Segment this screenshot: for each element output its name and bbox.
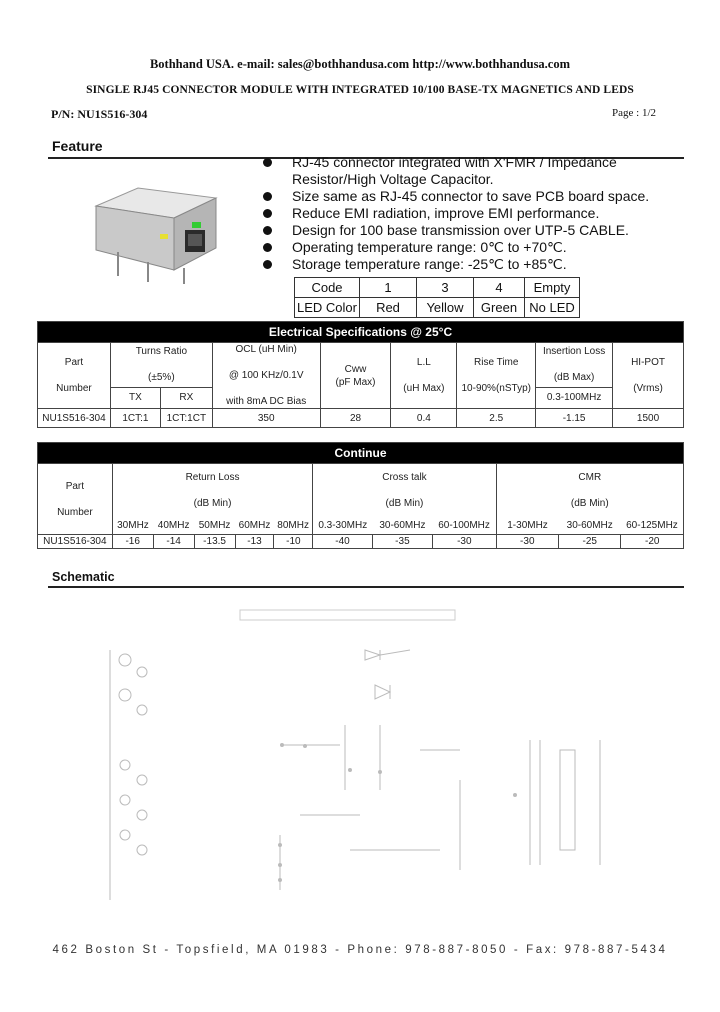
schematic-divider <box>48 586 684 588</box>
bullet-icon <box>263 158 272 167</box>
ocl-header: OCL (uH Min) @ 100 KHz/0.1V with 8mA DC Bias <box>212 343 320 409</box>
rx-header: RX <box>160 387 212 408</box>
table-cell: -35 <box>372 535 432 549</box>
hipot-header: HI-POT (Vrms) <box>613 343 684 409</box>
freq-header: 60-125MHz <box>621 517 684 535</box>
table-cell: -25 <box>559 535 621 549</box>
table-cell: 3 <box>417 278 474 298</box>
feature-heading: Feature <box>52 138 103 154</box>
schematic-heading: Schematic <box>52 570 115 584</box>
part-number-header: Part Number <box>38 343 111 409</box>
table-cell: 1CT:1 <box>110 409 160 428</box>
led-code-table <box>294 277 580 318</box>
bullet-icon <box>263 243 272 252</box>
cross-talk-header: Cross talk (dB Min) <box>313 464 496 517</box>
freq-header: 40MHz <box>153 517 194 535</box>
feature-item: Design for 100 base transmission over UTP-5 CABLE. <box>262 222 682 239</box>
table-row <box>295 278 580 298</box>
table-cell: NU1S516-304 <box>38 409 111 428</box>
table-cell: Code <box>295 278 360 298</box>
bullet-icon <box>263 209 272 218</box>
feature-item: Operating temperature range: 0℃ to +70℃. <box>262 239 682 256</box>
bullet-icon <box>263 226 272 235</box>
table-cell: NU1S516-304 <box>38 535 113 549</box>
feature-item: Storage temperature range: -25℃ to +85℃. <box>262 256 682 273</box>
freq-header: 30-60MHz <box>559 517 621 535</box>
table-cell: -30 <box>496 535 558 549</box>
table-cell: 2.5 <box>457 409 536 428</box>
table-cell: -14 <box>153 535 194 549</box>
document-title: SINGLE RJ45 CONNECTOR MODULE WITH INTEGRATED 10/100 BASE-TX MAGNETICS AND LEDS <box>86 84 634 96</box>
table-cell: Empty <box>525 278 580 298</box>
table-cell: -13 <box>235 535 274 549</box>
rise-time-header: Rise Time 10-90%(nSTyp) <box>457 343 536 409</box>
company-contact-line: Bothhand USA. e-mail: sales@bothhandusa.com http://www.bothhandusa.com <box>149 57 571 71</box>
table-header <box>38 464 684 517</box>
cmr-header: CMR (dB Min) <box>496 464 683 517</box>
freq-header: 0.3-30MHz <box>313 517 372 535</box>
page-indicator: Page : 1/2 <box>612 107 656 119</box>
table-row <box>38 409 684 428</box>
turns-ratio-header: Turns Ratio (±5%) <box>110 343 212 388</box>
feature-list <box>262 154 682 273</box>
bullet-icon <box>263 260 272 269</box>
bullet-icon <box>263 192 272 201</box>
freq-header: 1-30MHz <box>496 517 558 535</box>
leakage-inductance-header: L.L (uH Max) <box>391 343 457 409</box>
electrical-spec-table <box>37 321 684 428</box>
table-cell: 1 <box>360 278 417 298</box>
freq-header: 60MHz <box>235 517 274 535</box>
table-cell: No LED <box>525 298 580 318</box>
table-cell: 28 <box>320 409 391 428</box>
freq-header: 60-100MHz <box>433 517 496 535</box>
freq-header: 50MHz <box>194 517 235 535</box>
table-cell: -1.15 <box>536 409 613 428</box>
table-cell: 350 <box>212 409 320 428</box>
table-cell: Yellow <box>417 298 474 318</box>
table-cell: 4 <box>474 278 525 298</box>
table-cell: -16 <box>112 535 153 549</box>
freq-header: 30MHz <box>112 517 153 535</box>
table-cell: -10 <box>274 535 313 549</box>
table-cell: 1500 <box>613 409 684 428</box>
part-number: P/N: NU1S516-304 <box>51 107 148 121</box>
table-cell: -13.5 <box>194 535 235 549</box>
cww-header: Cww (pF Max) <box>320 343 391 409</box>
table-header <box>38 517 684 535</box>
table-cell: Red <box>360 298 417 318</box>
continue-title: Continue <box>38 443 684 464</box>
table-cell: -20 <box>621 535 684 549</box>
freq-header: 80MHz <box>274 517 313 535</box>
table-cell: 1CT:1CT <box>160 409 212 428</box>
table-cell: Green <box>474 298 525 318</box>
table-row <box>38 535 684 549</box>
feature-item: RJ-45 connector integrated with X'FMR / Impedance Resistor/High Voltage Capacitor. <box>262 154 682 188</box>
schematic-diagram <box>80 600 620 920</box>
rj45-connector-image <box>88 178 223 288</box>
part-number-header: Part Number <box>38 464 113 535</box>
feature-item: Reduce EMI radiation, improve EMI performance. <box>262 205 682 222</box>
footer-address: 462 Boston St - Topsfield, MA 01983 - Phone: 978-887-8050 - Fax: 978-887-5434 <box>52 944 668 956</box>
insertion-loss-header: Insertion Loss (dB Max) <box>536 343 613 388</box>
table-cell: 0.4 <box>391 409 457 428</box>
feature-item: Size same as RJ-45 connector to save PCB board space. <box>262 188 682 205</box>
continue-spec-table <box>37 442 684 549</box>
freq-header: 30-60MHz <box>372 517 432 535</box>
table-cell: -30 <box>433 535 496 549</box>
table-cell: -40 <box>313 535 372 549</box>
table-cell: LED Color <box>295 298 360 318</box>
tx-header: TX <box>110 387 160 408</box>
table-header <box>38 343 684 388</box>
table-row <box>295 298 580 318</box>
return-loss-header: Return Loss (dB Min) <box>112 464 313 517</box>
electrical-spec-title: Electrical Specifications @ 25°C <box>38 322 684 343</box>
insertion-loss-range: 0.3-100MHz <box>536 387 613 408</box>
